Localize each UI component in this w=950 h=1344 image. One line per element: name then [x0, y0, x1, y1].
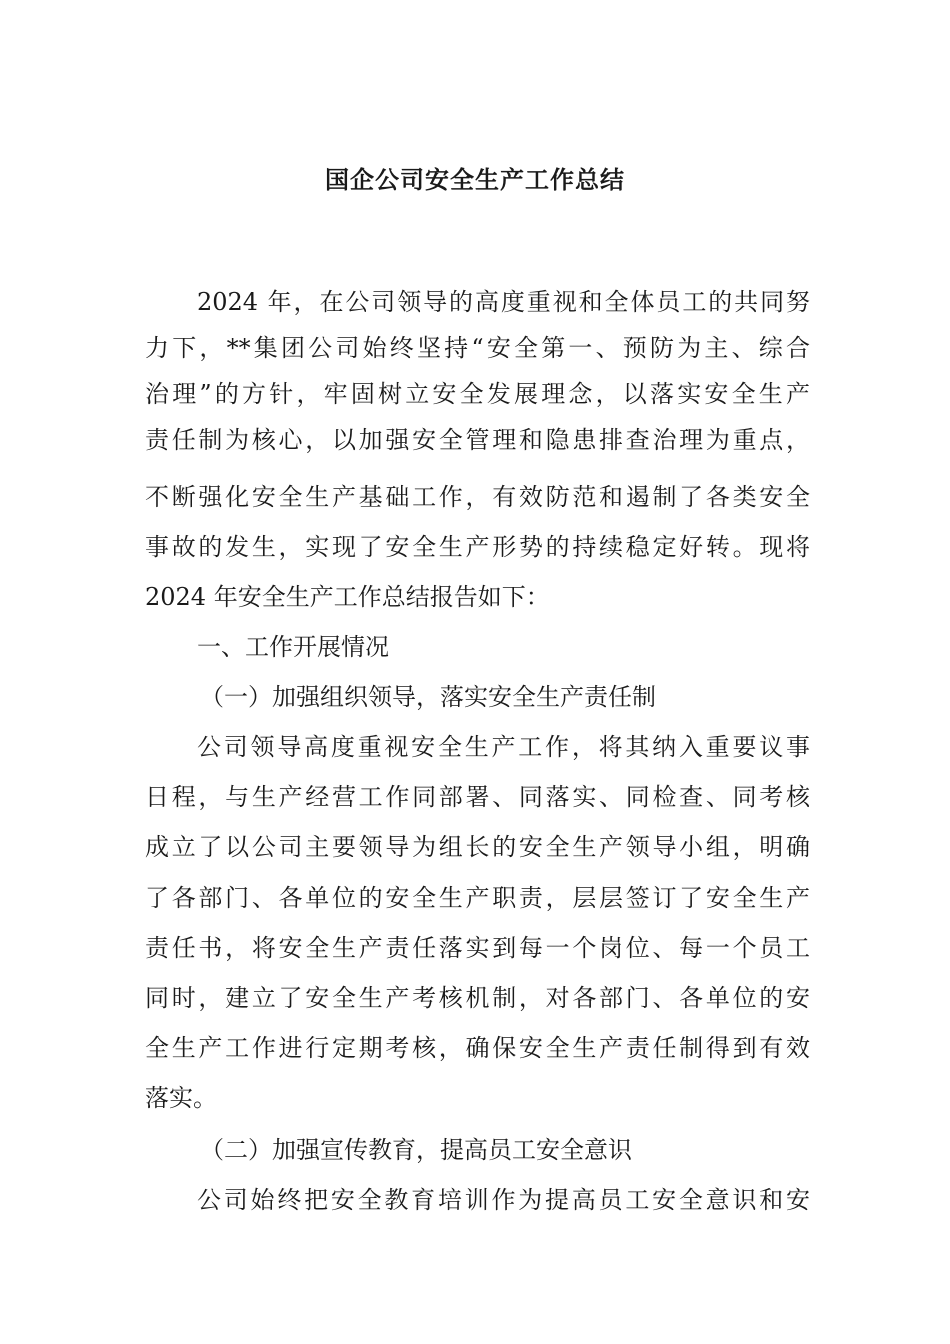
paragraph-1-line-5: 不断强化安全生产基础工作，有效防范和遏制了各类安全: [145, 483, 810, 511]
paragraph-1-line-2: 力下，**集团公司始终坚持“安全第一、预防为主、综合: [145, 334, 810, 362]
paragraph-2-line-2: 日程，与生产经营工作同部署、同落实、同检查、同考核: [145, 783, 810, 811]
subsection-heading-1: （一）加强组织领导，落实安全生产责任制: [200, 683, 656, 711]
paragraph-1-line-1: 2024 年，在公司领导的高度重视和全体员工的共同努: [197, 288, 810, 316]
paragraph-1-line-7: 2024 年安全生产工作总结报告如下：: [145, 583, 550, 611]
subsection-heading-2: （二）加强宣传教育，提高员工安全意识: [200, 1136, 632, 1164]
paragraph-2-line-5: 责任书，将安全生产责任落实到每一个岗位、每一个员工: [145, 934, 810, 962]
paragraph-1-line-3: 治理”的方针，牢固树立安全发展理念，以落实安全生产: [145, 380, 810, 408]
section-heading: 一、工作开展情况: [197, 633, 389, 661]
paragraph-2-line-3: 成立了以公司主要领导为组长的安全生产领导小组，明确: [145, 833, 810, 861]
document-title: 国企公司安全生产工作总结: [325, 165, 625, 194]
paragraph-1-line-6: 事故的发生，实现了安全生产形势的持续稳定好转。现将: [145, 533, 810, 561]
paragraph-3-line-1: 公司始终把安全教育培训作为提高员工安全意识和安: [197, 1186, 810, 1214]
paragraph-2-line-8: 落实。: [145, 1084, 217, 1112]
paragraph-2-line-6: 同时，建立了安全生产考核机制，对各部门、各单位的安: [145, 984, 810, 1012]
paragraph-1-line-4: 责任制为核心，以加强安全管理和隐患排查治理为重点，: [145, 426, 810, 454]
paragraph-2-line-1: 公司领导高度重视安全生产工作，将其纳入重要议事: [197, 733, 810, 761]
paragraph-2-line-4: 了各部门、各单位的安全生产职责，层层签订了安全生产: [145, 884, 810, 912]
paragraph-2-line-7: 全生产工作进行定期考核，确保安全生产责任制得到有效: [145, 1034, 810, 1062]
